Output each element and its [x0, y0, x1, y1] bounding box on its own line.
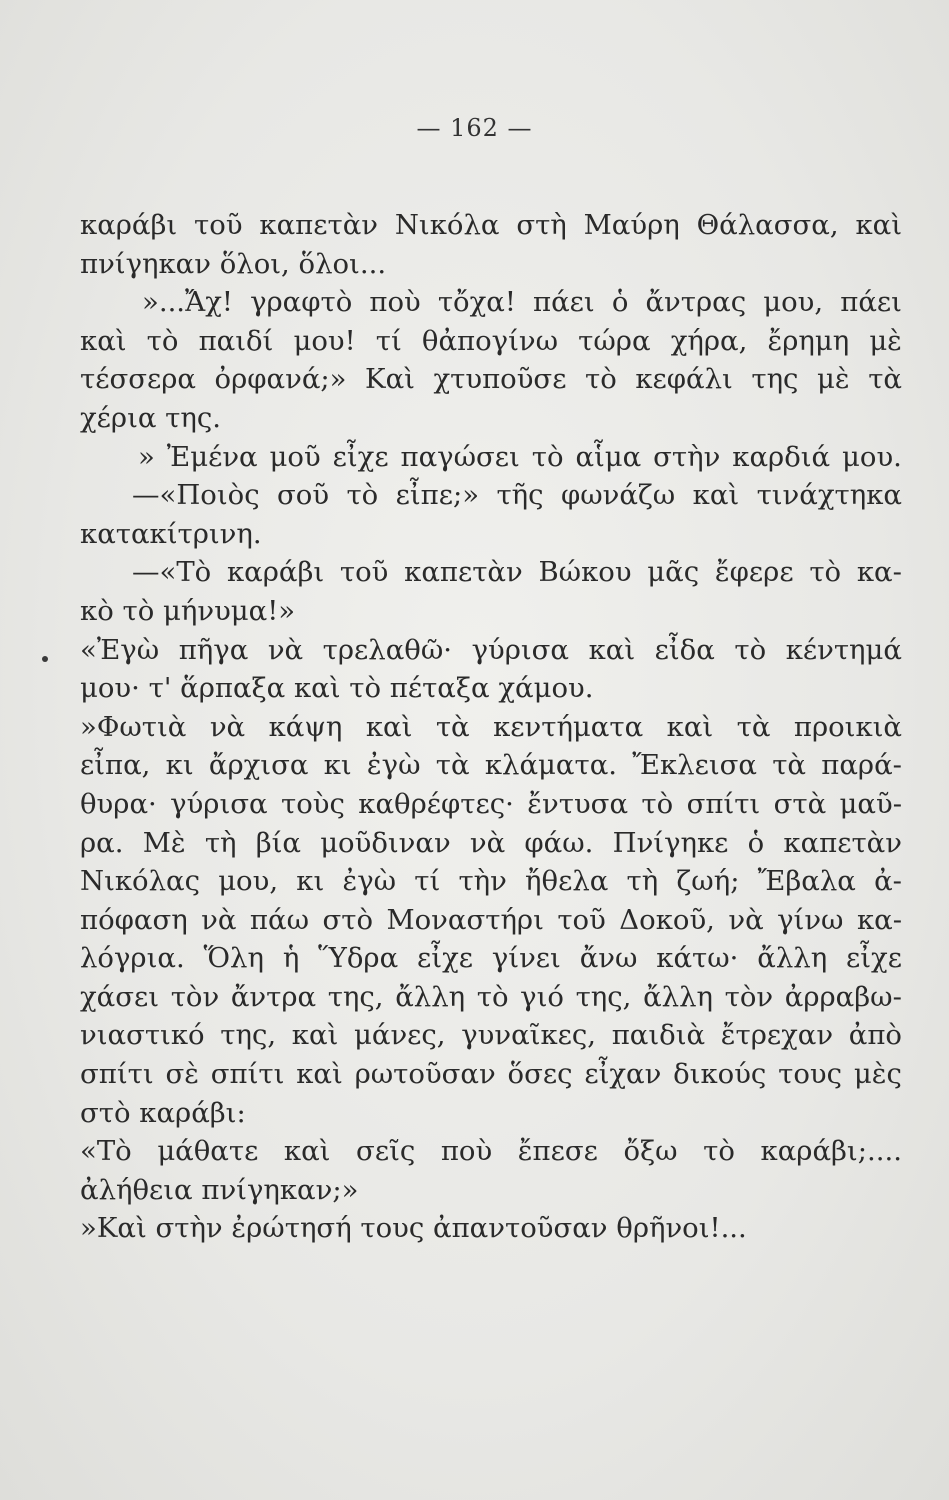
text-line: Νικόλας μου, κι ἐγὼ τί τὴν ἤθελα τὴ ζωή; Ἔβαλα ἀ-	[80, 865, 902, 898]
text-line: θυρα· γύρισα τοὺς καθρέφτες· ἔντυσα τὸ σπίτι στὰ μαῦ-	[80, 787, 902, 820]
text-line: —«Τὸ καράβι τοῦ καπετὰν Βώκου μᾶς ἔφερε τὸ κα-	[132, 556, 902, 589]
text-line: κὸ τὸ μήνυμα!»	[80, 594, 296, 627]
text-line: «Τὸ μάθατε καὶ σεῖς ποὺ ἔπεσε ὄξω τὸ καράβι;....	[80, 1135, 902, 1168]
text-line: καὶ τὸ παιδί μου! τί θἀπογίνω τώρα χήρα, ἔρημη μὲ	[80, 324, 902, 357]
text-line: πνίγηκαν ὅλοι, ὅλοι...	[80, 247, 387, 280]
margin-mark	[42, 656, 48, 662]
text-line: μου· τ' ἅρπαξα καὶ τὸ πέταξα χάμου.	[80, 672, 594, 705]
page-number: — 162 —	[416, 114, 533, 142]
body-text	[80, 206, 902, 1248]
text-line: χάσει τὸν ἄντρα της, ἄλλη τὸ γιό της, ἄλλη τὸν ἀρραβω-	[80, 980, 902, 1013]
text-line: »Καὶ στὴν ἐρώτησή τους ἀπαντοῦσαν θρῆνοι!...	[80, 1212, 747, 1245]
text-line: »Φωτιὰ νὰ κάψη καὶ τὰ κεντήματα καὶ τὰ προικιὰ	[80, 710, 902, 743]
text-line: πόφαση νὰ πάω στὸ Μοναστήρι τοῦ Δοκοῦ, νὰ γίνω κα-	[80, 903, 902, 936]
text-line: χέρια της.	[80, 401, 222, 434]
text-line: κατακίτρινη.	[80, 517, 262, 550]
text-line: » Ἐμένα μοῦ εἶχε παγώσει τὸ αἷμα στὴν καρδιά μου.	[138, 440, 902, 473]
text-line: —«Ποιὸς σοῦ τὸ εἶπε;» τῆς φωνάζω καὶ τινάχτηκα	[132, 479, 902, 512]
text-line: στὸ καράβι:	[80, 1096, 246, 1129]
text-line: νιαστικό της, καὶ μάνες, γυναῖκες, παιδιὰ ἔτρεχαν ἀπὸ	[80, 1019, 902, 1052]
text-line: εἶπα, κι ἄρχισα κι ἐγὼ τὰ κλάματα. Ἔκλεισα τὰ παρά-	[80, 749, 902, 782]
text-line: καράβι τοῦ καπετὰν Νικόλα στὴ Μαύρη Θάλασσα, καὶ	[80, 209, 902, 241]
text-line: λόγρια. Ὅλη ἡ Ὕδρα εἶχε γίνει ἄνω κάτω· ἄλλη εἶχε	[80, 942, 902, 975]
text-line: ἀλήθεια πνίγηκαν;»	[80, 1173, 359, 1206]
text-line: «Ἐγὼ πῆγα νὰ τρελαθῶ· γύρισα καὶ εἶδα τὸ κέντημά	[80, 633, 902, 666]
text-line: »...Ἄχ! γραφτὸ ποὺ τὄχα! πάει ὁ ἄντρας μου, πάει	[142, 286, 902, 319]
text-line: σπίτι σὲ σπίτι καὶ ρωτοῦσαν ὅσες εἶχαν δικούς τους μὲς	[80, 1058, 902, 1091]
text-line: τέσσερα ὀρφανά;» Καὶ χτυποῦσε τὸ κεφάλι της μὲ τὰ	[80, 363, 902, 396]
text-line: ρα. Μὲ τὴ βία μοῦδιναν νὰ φάω. Πνίγηκε ὁ καπετὰν	[80, 826, 902, 859]
